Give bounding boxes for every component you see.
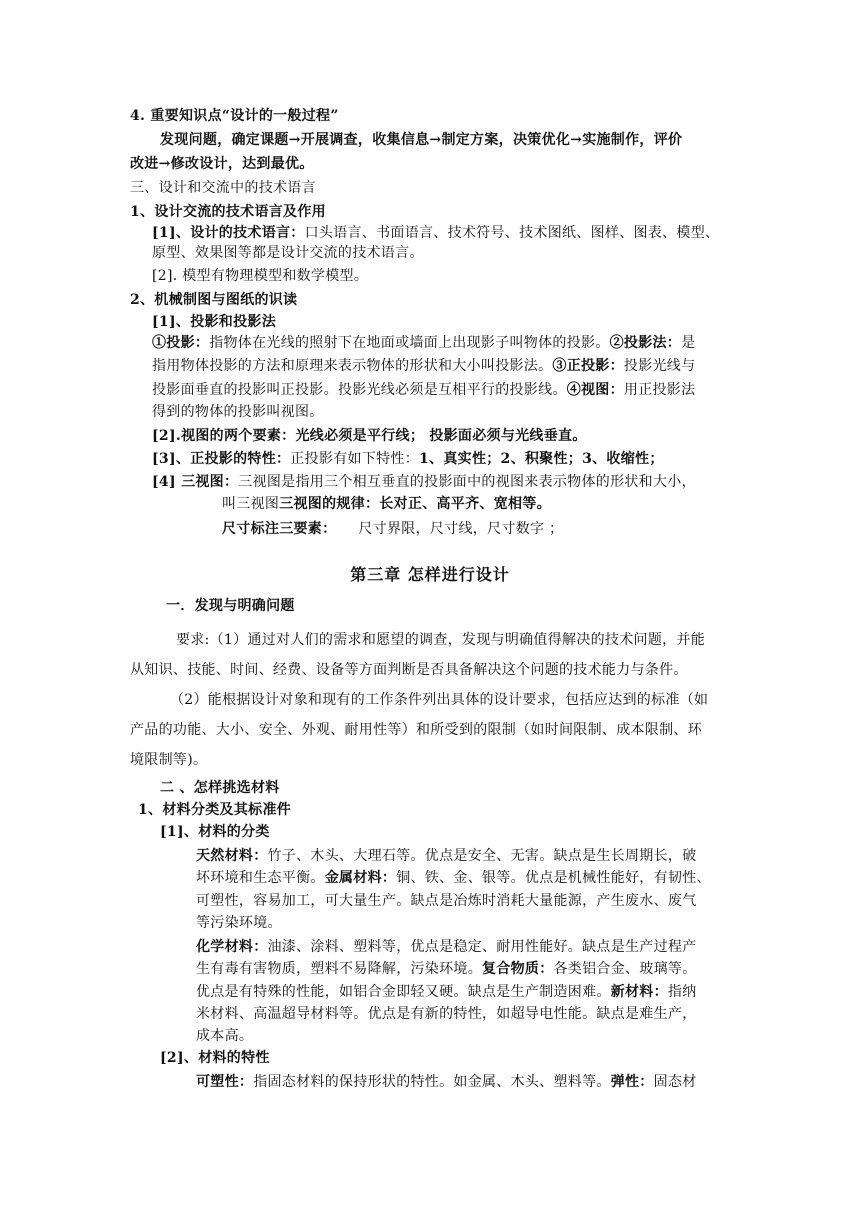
orthographic-properties: [3]、正投影的特性：正投影有如下特性：1、真实性；2、积聚性；3、收缩性；	[152, 451, 664, 467]
item-1-line-1	[0, 223, 860, 243]
new-materials-line-4: 米材料、高温超导材料等。优点是有新的特性，如超导电性能。缺点是难生产，	[196, 1006, 697, 1022]
section-2-heading: 二 、怎样挑选材料	[160, 780, 280, 796]
materials-classification-heading: 1、材料分类及其标准件	[138, 802, 292, 818]
item-1-text: 口头语言、书面语言、技术符号、技术图纸、图样、图表、模型、	[304, 225, 720, 241]
materials-types-heading: [1]、材料的分类	[160, 824, 270, 840]
projection-term: ①投影：	[152, 335, 210, 351]
natural-materials-line-2: 坏环境和生态平衡。金属材料：铜、铁、金、银等。优点是机械性能好，有韧性、	[196, 870, 711, 886]
orthographic-term: ③正投影：	[552, 358, 624, 374]
part-3-heading: 三、设计和交流中的技术语言	[130, 180, 316, 196]
metal-materials-line-3: 可塑性，容易加工，可大量生产。缺点是冶炼时消耗大量能源，产生废水、废气	[196, 893, 697, 909]
requirement-1-line-1: 要求:（1）通过对人们的需求和愿望的调查，发现与明确值得解决的技术问题，并能	[176, 632, 706, 648]
requirement-2-line-3: 境限制等)。	[130, 752, 208, 768]
section-1-heading: 一．发现与明确问题	[166, 598, 295, 614]
requirement-2-line-2: 产品的功能、大小、安全、外观、耐用性等）和所受到的限制（如时间限制、成本限制、环	[130, 722, 702, 738]
item-1-line-2: 原型、效果图等都是设计交流的技术语言。	[152, 245, 424, 261]
composite-materials-line-3: 优点是有特殊的性能，如铝合金即轻又硬。缺点是生产制造困难。新材料：指纳	[196, 984, 697, 1000]
projection-line-2: 指用物体投影的方法和原理来表示物体的形状和大小叫投影法。③正投影：投影光线与	[152, 358, 696, 374]
section-4-heading: 4. 重要知识点“设计的一般过程”	[130, 108, 339, 124]
three-view-line-2: 叫三视图三视图的规律：长对正、高平齐、宽相等。	[222, 496, 551, 512]
subsection-2-heading: 2、机械制图与图纸的识读	[130, 292, 298, 308]
dimension-elements: 尺寸标注三要素： 尺寸界限，尺寸线，尺寸数字 ；	[222, 521, 564, 537]
plasticity-line: 可塑性：指固态材料的保持形状的特性。如金属、木头、塑料等。弹性：固态材	[196, 1074, 697, 1090]
natural-materials-line-1: 天然材料：竹子、木头、大理石等。优点是安全、无害。缺点是生长周期长，破	[196, 848, 697, 864]
requirement-2-line-1: （2）能根据设计对象和现有的工作条件列出具体的设计要求，包括应达到的标准（如	[170, 692, 709, 708]
item-2: [2]. 模型有物理模型和数学模型。	[152, 268, 369, 284]
material-properties-heading: [2]、材料的特性	[160, 1050, 270, 1066]
chemical-materials-line-2: 生有毒有害物质，塑料不易降解，污染环境。复合物质：各类铝合金、玻璃等。	[196, 961, 697, 977]
design-process-line-2: 改进→修改设计，达到最优。	[130, 156, 314, 172]
three-view-line-1: [4] 三视图：三视图是指用三个相互垂直的投影面中的视图来表示物体的形状和大小，	[152, 474, 696, 490]
chapter-title: 第三章 怎样进行设计	[350, 565, 510, 584]
new-materials-line-5: 成本高。	[196, 1028, 254, 1044]
projection-heading: [1]、投影和投影法	[152, 314, 276, 330]
item-1-label: [1]、设计的技术语言：	[152, 225, 305, 241]
design-process-line-1: 发现问题，确定课题→开展调查，收集信息→制定方案，决策优化→实施制作，评价	[160, 132, 683, 148]
subsection-1-heading: 1、设计交流的技术语言及作用	[130, 204, 326, 220]
projection-line-3: 投影面垂直的投影叫正投影。投影光线必须是互相平行的投影线。④视图：用正投影法	[152, 382, 696, 398]
view-term: ④视图：	[566, 382, 624, 398]
projection-line-1: ①投影：指物体在光线的照射下在地面或墙面上出现影子叫物体的投影。②投影法：是	[152, 335, 696, 351]
chemical-materials-line-1: 化学材料：油漆、涂料、塑料等，优点是稳定、耐用性能好。缺点是生产过程产	[196, 939, 697, 955]
metal-materials-line-4: 等污染环境。	[196, 915, 282, 931]
view-elements: [2].视图的两个要素：光线必须是平行线； 投影面必须与光线垂直。	[152, 428, 587, 444]
requirement-1-line-2: 从知识、技能、时间、经费、设备等方面判断是否具备解决这个问题的技术能力与条件。	[130, 662, 688, 678]
projection-method-term: ②投影法：	[609, 335, 682, 351]
projection-line-4: 得到的物体的投影叫视图。	[152, 404, 324, 420]
